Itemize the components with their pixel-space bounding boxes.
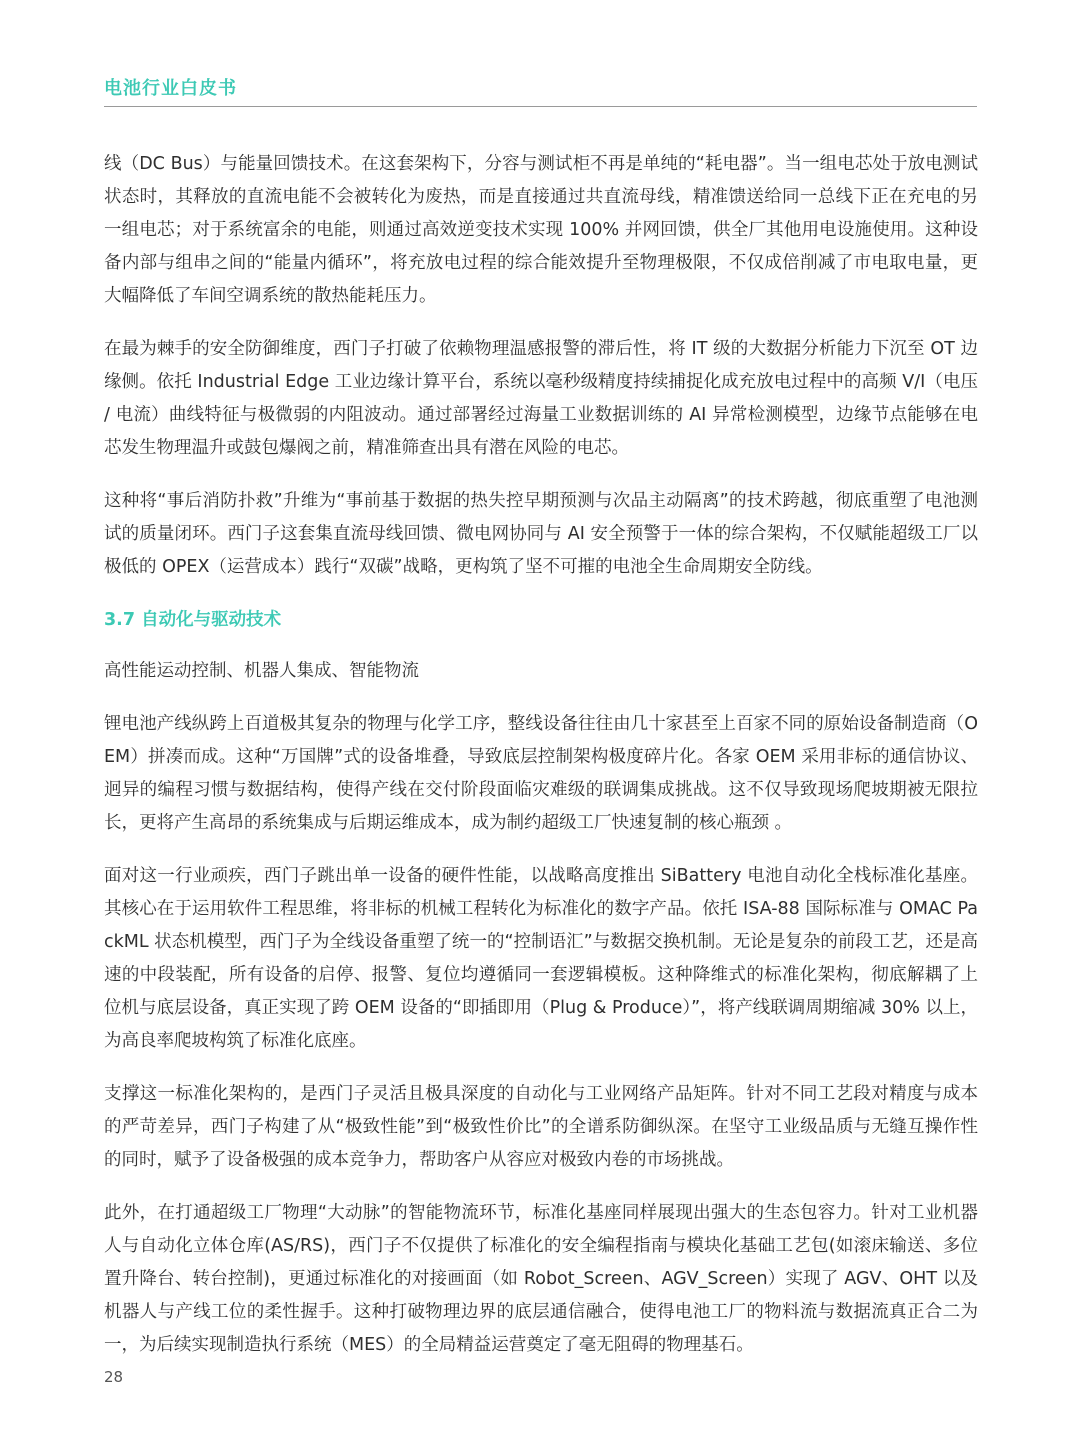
paragraph-quality-loop: 这种将“事后消防扑救”升维为“事前基于数据的热失控早期预测与次品主动隔离”的技术跨越，彻底重塑了电池测试的质量闭环。西门子这套集直流母线回馈、微电网协同与 AI 安全预警于一体的综合架构，不仅赋能超级工厂以极低的 OPEX（运营成本）践行“双碳”战略，更构筑了坚不可摧的电池全生命周期安全防线。 bbox=[104, 491, 978, 577]
paragraph-smart-logistics: 此外，在打通超级工厂物理“大动脉”的智能物流环节，标准化基座同样展现出强大的生态包容力。针对工业机器人与自动化立体仓库(AS/RS)，西门子不仅提供了标准化的安全编程指南与模块化基础工艺包(如滚床输送、多位置升降台、转台控制)，更通过标准化的对接画面（如 Robot_Screen、AGV_Screen）实现了 AGV、OHT 以及机器人与产线工位的柔性握手。这种打破物理边界的底层通信融合，使得电池工厂的物料流与数据流真正合二为一，为后续实现制造执行系统（MES）的全局精益运营奠定了毫无阻碍的物理基石。 bbox=[104, 1203, 978, 1355]
paragraph-product-matrix: 支撑这一标准化架构的，是西门子灵活且极具深度的自动化与工业网络产品矩阵。针对不同工艺段对精度与成本的严苛差异，西门子构建了从“极致性能”到“极致性价比”的全谱系防御纵深。在坚守工业级品质与无缝互操作性的同时，赋予了设备极强的成本竞争力，帮助客户从容应对极致内卷的市场挑战。 bbox=[104, 1084, 978, 1170]
paragraph-oem-fragmentation: 锂电池产线纵跨上百道极其复杂的物理与化学工序，整线设备往往由几十家甚至上百家不同的原始设备制造商（OEM）拼凑而成。这种“万国牌”式的设备堆叠，导致底层控制架构极度碎片化。各家 OEM 采用非标的通信协议、迥异的编程习惯与数据结构，使得产线在交付阶段面临灾难级的联调集成挑战。这不仅导致现场爬坡期被无限拉长，更将产生高昂的系统集成与后期运维成本，成为制约超级工厂快速复制的核心瓶颈 。 bbox=[104, 714, 978, 833]
page-number: 28 bbox=[104, 1368, 124, 1386]
header-divider bbox=[104, 106, 977, 107]
paragraph-dc-bus: 线（DC Bus）与能量回馈技术。在这套架构下，分容与测试柜不再是单纯的“耗电器”。当一组电芯处于放电测试状态时，其释放的直流电能不会被转化为废热，而是直接通过共直流母线，精准馈送给同一总线下正在充电的另一组电芯；对于系统富余的电能，则通过高效逆变技术实现 100% 并网回馈，供全厂其他用电设施使用。这种设备内部与组串之间的“能量内循环”，将充放电过程的综合能效提升至物理极限，不仅成倍削减了市电取电量，更大幅降低了车间空调系统的散热能耗压力。 bbox=[104, 154, 978, 306]
paragraph-sibattery-standard: 面对这一行业顽疾，西门子跳出单一设备的硬件性能，以战略高度推出 SiBattery 电池自动化全栈标准化基座。其核心在于运用软件工程思维，将非标的机械工程转化为标准化的数字产品。依托 ISA-88 国际标准与 OMAC PackML 状态机模型，西门子为全线设备重塑了统一的“控制语汇”与数据交换机制。无论是复杂的前段工艺，还是高速的中段装配，所有设备的启停、报警、复位均遵循同一套逻辑模板。这种降维式的标准化架构，彻底解耦了上位机与底层设备，真正实现了跨 OEM 设备的“即插即用（Plug & Produce）”，将产线联调周期缩减 30% 以上，为高良率爬坡构筑了标准化底座。 bbox=[104, 866, 978, 1051]
running-header-title: 电池行业白皮书 bbox=[104, 78, 237, 99]
body-content bbox=[104, 148, 978, 1382]
section-subtitle: 高性能运动控制、机器人集成、智能物流 bbox=[104, 661, 419, 681]
section-heading: 3.7 自动化与驱动技术 bbox=[104, 610, 282, 630]
paragraph-safety-defense: 在最为棘手的安全防御维度，西门子打破了依赖物理温感报警的滞后性，将 IT 级的大数据分析能力下沉至 OT 边缘侧。依托 Industrial Edge 工业边缘计算平台，系统以毫秒级精度持续捕捉化成充放电过程中的高频 V/I（电压 / 电流）曲线特征与极微弱的内阻波动。通过部署经过海量工业数据训练的 AI 异常检测模型，边缘节点能够在电芯发生物理温升或鼓包爆阀之前，精准筛查出具有潜在风险的电芯。 bbox=[104, 339, 978, 458]
